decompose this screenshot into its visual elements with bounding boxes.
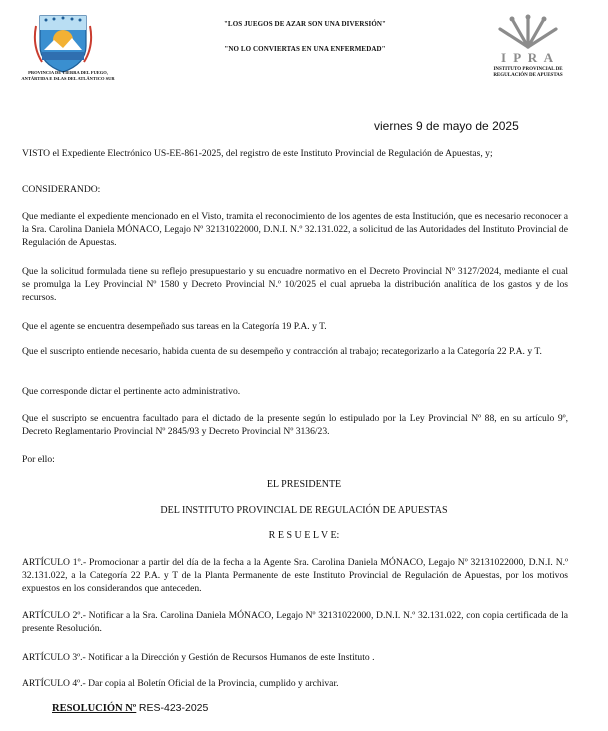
por-ello-text: Por ello: (22, 454, 55, 465)
considerando-paragraph-2: Que la solicitud formulada tiene su reflejo presupuestario y su encuadre normativo en el Decreto Provincial Nº 3127/2024, mediante el cual se promulga la Ley Provincial Nº 1580 y Decreto Provincial N.º 10/2025 el cual aprueba la distribución analítica de los gastos y de los recursos. (22, 266, 568, 303)
article-4: ARTÍCULO 4º.- Dar copia al Boletín Oficial de la Provincia, cumplido y archivar. (22, 678, 339, 689)
resuelve-heading: R E S U E L V E: (268, 530, 340, 541)
province-seal-logo (32, 12, 94, 74)
article-1: ARTÍCULO 1º.- Promocionar a partir del día de la fecha a la Agente Sra. Carolina Daniela MÓNACO, Legajo Nº 32131022000, D.N.I. N.º 32.131.022, a la Categoría 22 P.A. y T de la Planta Permanente de este Instituto Provincial de Regulación de Apuestas, por los motivos expuestos en los considerandos que anteceden. (22, 557, 568, 594)
considerando-heading: CONSIDERANDO: (22, 184, 101, 195)
resolution-number: RES-423-2025 (138, 702, 209, 714)
considerando-paragraph-5: Que corresponde dictar el pertinente acto administrativo. (22, 386, 241, 397)
document-date: viernes 9 de mayo de 2025 (374, 119, 519, 133)
motto-line-2: "NO LO CONVIERTAS EN UNA ENFERMEDAD" (224, 45, 386, 53)
ipra-logo-icon (488, 13, 568, 49)
considerando-paragraph-1: Que mediante el expediente mencionado en el Visto, tramita el reconocimiento de los agentes de esta Institución, que es necesario reconocer a la Sra. Carolina Daniela MÓNACO, Legajo Nº 32131022000, D.N.I. N.º 32.131.022, a solicitud de las Autoridades del Instituto Provincial de Regulación de Apuestas. (22, 211, 568, 248)
motto-line-1: "LOS JUEGOS DE AZAR SON UNA DIVERSIÓN" (223, 20, 387, 28)
letterhead (0, 0, 608, 100)
province-caption: PROVINCIA DE TIERRA DEL FUEGO, ANTÁRTIDA E ISLAS DEL ATLÁNTICO SUR (21, 70, 115, 81)
considerando-paragraph-6: Que el suscripto se encuentra facultado para el dictado de la presente según lo estipulado por la Ley Provincial Nº 88, en su artículo 9º, Decreto Reglamentario Provincial Nº 2845/93 y Decreto Provincial Nº 3136/23. (22, 413, 568, 437)
authority-title: EL PRESIDENTE (266, 479, 342, 490)
ipra-wordmark: I P R A (500, 50, 556, 65)
considerando-paragraph-4: Que el suscripto entiende necesario, habida cuenta de su desempeño y contracción al trabajo; recategorizarlo a la Categoría 22 P.A. y T. (22, 346, 542, 357)
authority-institute: DEL INSTITUTO PROVINCIAL DE REGULACIÓN DE APUESTAS (160, 505, 448, 516)
considerando-paragraph-3: Que el agente se encuentra desempeñado sus tareas en la Categoría 19 P.A. y T. (22, 321, 327, 332)
resolution-number-line (52, 702, 208, 714)
resolution-label: RESOLUCIÓN Nº (52, 703, 137, 714)
visto-paragraph: VISTO el Expediente Electrónico US-EE-861-2025, del registro de este Instituto Provincial de Regulación de Apuestas, y; (22, 148, 493, 159)
article-3: ARTÍCULO 3º.- Notificar a la Dirección y Gestión de Recursos Humanos de este Instituto . (22, 652, 375, 663)
article-2: ARTÍCULO 2º.- Notificar a la Sra. Carolina Daniela MÓNACO, Legajo Nº 32131022000, D.N.I. N.º 32.131.022, con copia certificada de la presente Resolución. (22, 610, 568, 634)
ipra-caption: INSTITUTO PROVINCIAL DE REGULACIÓN DE APUESTAS (493, 67, 563, 78)
